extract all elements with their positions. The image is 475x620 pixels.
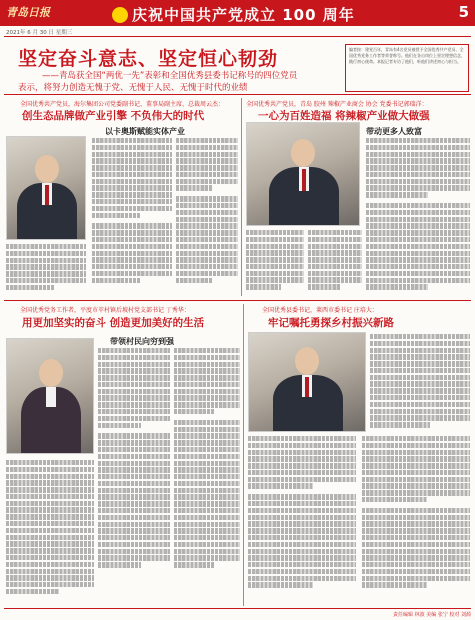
- section-3-text-col-a: [6, 460, 94, 606]
- section-4-text-col-a: [370, 334, 470, 432]
- section-2-text-col-c: [308, 230, 362, 296]
- headline-divider: [4, 94, 471, 95]
- portrait-photo-guo-ruiyang: [246, 122, 360, 226]
- party-emblem-icon: [112, 7, 128, 23]
- portrait-photo-zhou-yunjie: [6, 136, 86, 240]
- section-1-title: 创生态品牌做产业引擎 不负伟大的时代: [22, 110, 205, 122]
- page-number: 5: [458, 3, 469, 21]
- section-4-text-col-b: [248, 436, 356, 606]
- section-2-text-col-b: [246, 230, 304, 296]
- section-4-title: 牢记嘱托勇探乡村振兴新路: [268, 317, 394, 329]
- middle-divider: [4, 300, 471, 301]
- section-banner-title: 庆祝中国共产党成立 100 周年: [112, 4, 355, 25]
- section-1-text-col-c: [176, 138, 238, 296]
- column-divider-bottom: [243, 304, 244, 606]
- top-divider: [4, 36, 471, 37]
- portrait-photo-zhuang-peida: [248, 332, 366, 432]
- section-3-text-col-b: [98, 348, 170, 606]
- editor-note: 编者按：建党百年，青岛有4名党员被授予全国优秀共产党员、全国优秀党务工作者等荣誉称号。他们在各自岗位上坚定理想信念，践行初心使命。本报记者专访了他们，听他们讲述初心与担当。: [345, 44, 469, 92]
- section-2-text-col-a: [366, 138, 470, 296]
- section-1-text-col-b: [92, 138, 172, 296]
- section-2-subtitle: 带动更多人致富: [366, 127, 422, 136]
- section-4-kicker: 全国优秀县委书记，莱西市委书记 庄培大：: [262, 307, 378, 314]
- section-1-subtitle: 以卡奥斯赋能实体产业: [105, 127, 185, 136]
- section-3-subtitle: 带领村民向穷到强: [110, 337, 174, 346]
- newspaper-logo: 青岛日报: [6, 6, 50, 19]
- section-2-kicker: 全国优秀共产党员，青岛 胶州 辣椒产业商会 协会 党委书记郭瑞洋：: [246, 101, 428, 108]
- section-3-text-col-c: [174, 348, 240, 606]
- section-2-title: 一心为百姓造福 将辣椒产业做大做强: [258, 110, 430, 122]
- section-1-text-col-a: [6, 244, 86, 296]
- section-3-kicker: 全国优秀党务工作者，平度市苹村镇后坡村党支部书记 丁秀华：: [20, 307, 190, 314]
- page-footer: 责任编辑 林波 美编 张宁 校对 刘源: [4, 608, 471, 618]
- page-headline: 坚定奋斗意志、坚定恒心韧劲: [18, 48, 279, 70]
- section-4-text-col-c: [362, 436, 470, 606]
- column-divider-top: [241, 98, 242, 296]
- section-1-kicker: 全国优秀共产党员，海尔集团公司党委副书记、董事局副主席、总裁周云杰：: [20, 101, 225, 108]
- section-3-title: 用更加坚实的奋斗 创造更加美好的生活: [22, 317, 205, 329]
- dateline: 2021年 6 月 30 日 星期三: [6, 30, 73, 36]
- masthead-bar: [0, 0, 475, 26]
- page-subheadline-2: 表示，将努力创造无愧于党、无愧于人民、无愧于时代的业绩: [18, 83, 248, 93]
- page-subheadline-1: ——青岛获全国“两优一先”表彰和全国优秀县委书记称号的四位党员: [42, 71, 298, 81]
- portrait-photo-ding-xiuhua: [6, 338, 94, 454]
